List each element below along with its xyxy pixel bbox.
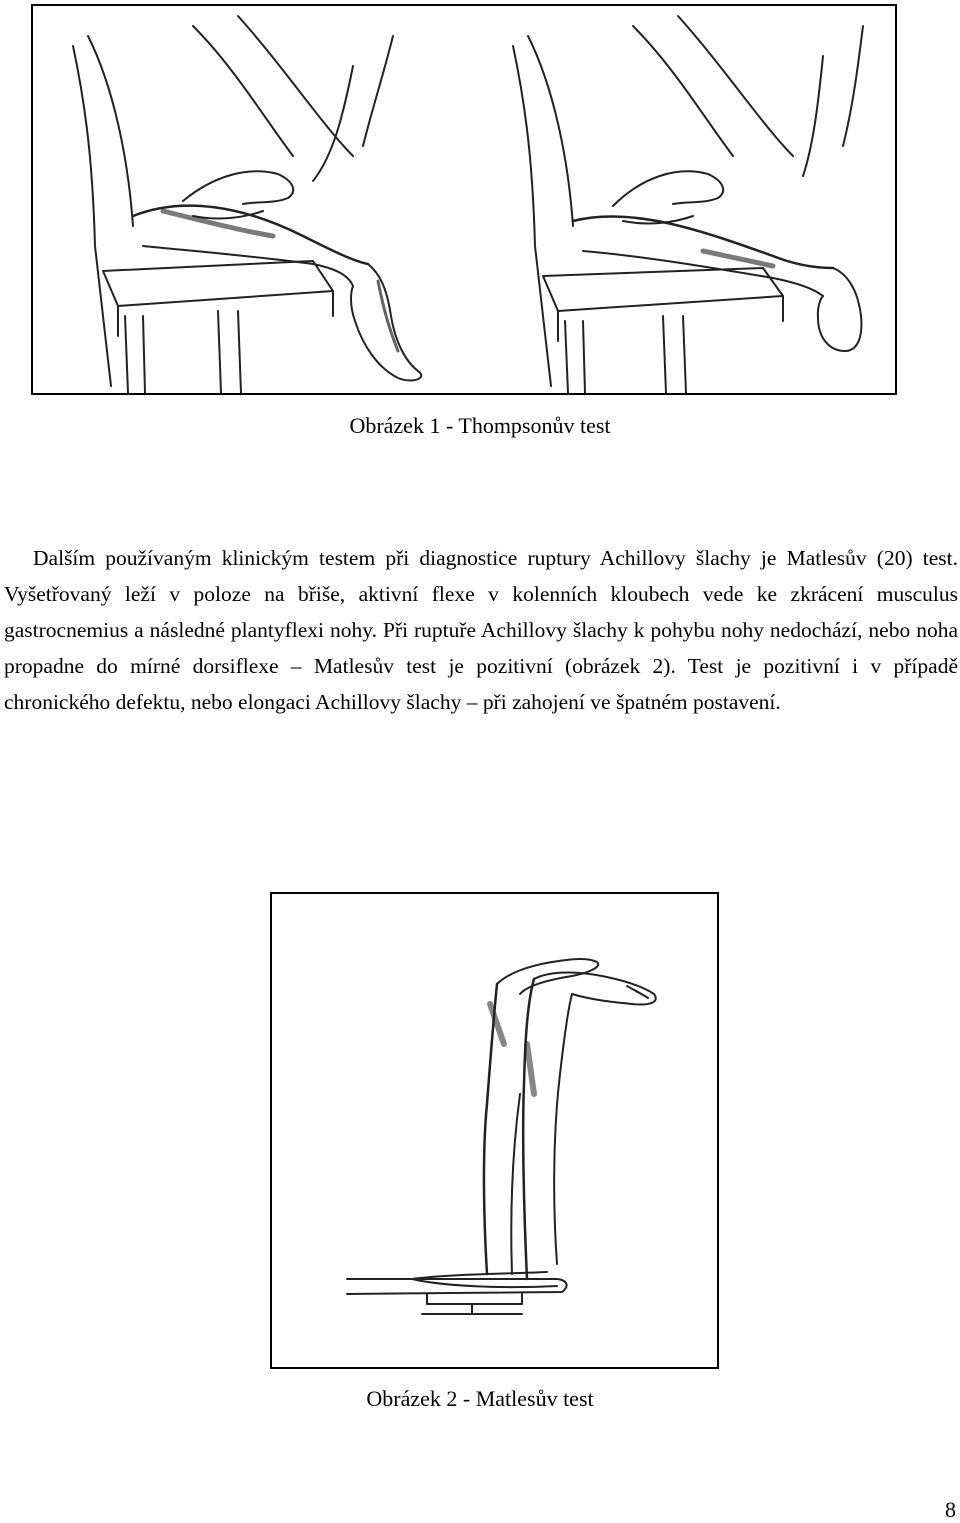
- body-text: [4, 540, 958, 720]
- page-number: 8: [945, 1497, 956, 1522]
- figure-2-caption: Obrázek 2 - Matlesův test: [366, 1386, 594, 1411]
- thompson-left-panel: [73, 16, 421, 393]
- matles-test-illustration: [272, 894, 717, 1367]
- body-paragraph: Dalším používaným klinickým testem při diagnostice ruptury Achillovy šlachy je Matlesův (20) test. Vyšetřovaný leží v poloze na břiše, aktivní flexe v kolenních kloubech vede ke zkrácení musculus gastrocnemius a následné plantyflexi nohy. Při ruptuře Achillovy šlachy k pohybu nohy nedochází, nebo noha propadne do mírné dorsiflexe – Matlesův test je pozitivní (obrázek 2). Test je pozitivní i v případě chronického defektu, nebo elongaci Achillovy šlachy – při zahojení ve špatném postavení.: [4, 546, 958, 714]
- figure-thompson-test: [31, 4, 897, 395]
- figure-1-caption: Obrázek 1 - Thompsonův test: [349, 413, 611, 438]
- thompson-right-panel: [513, 16, 863, 393]
- figure-matles-test: [270, 892, 719, 1369]
- thompson-test-illustration: [33, 6, 895, 393]
